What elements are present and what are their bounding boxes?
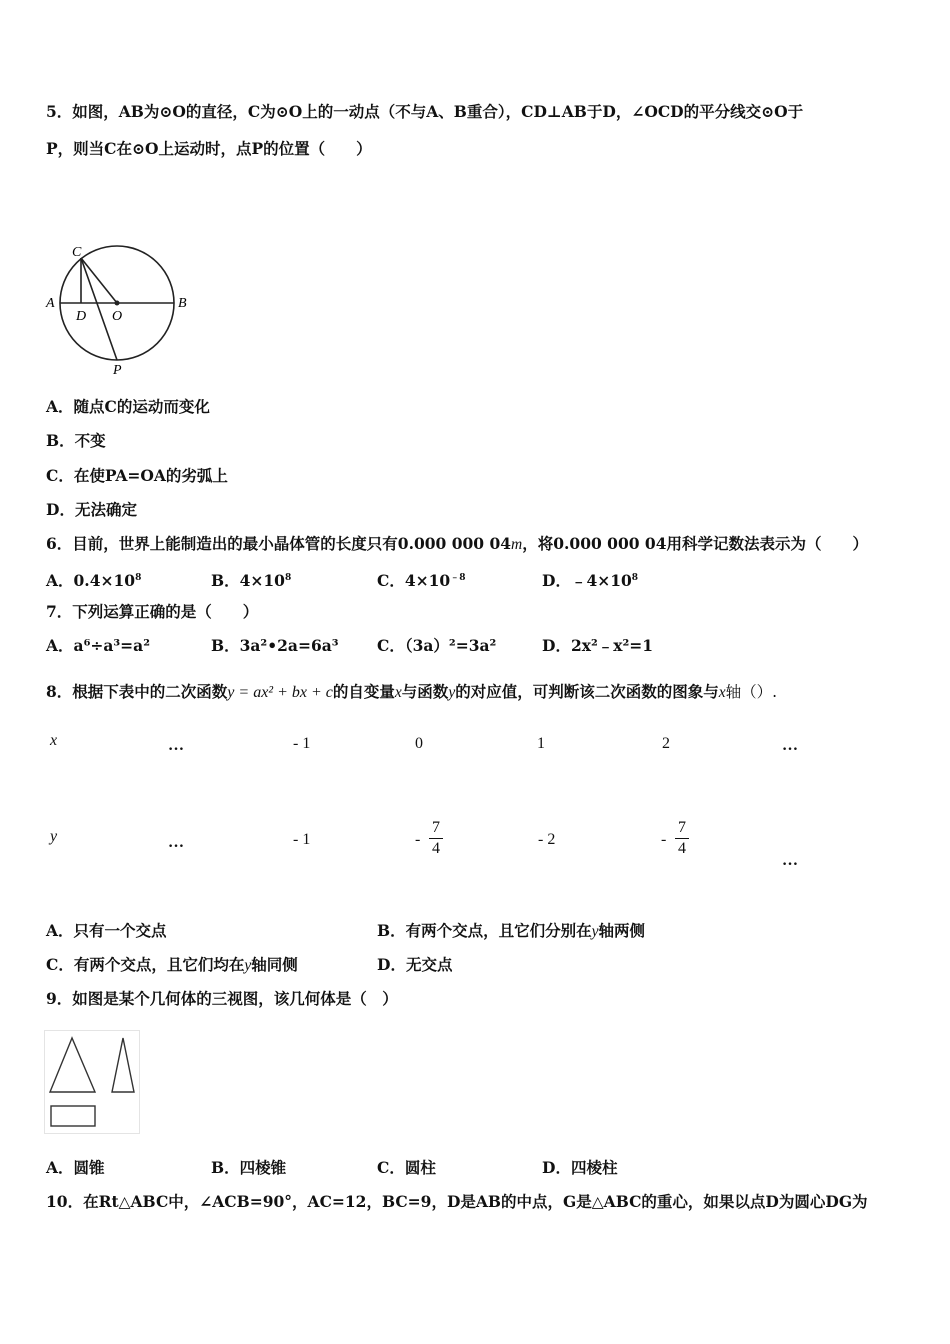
q9-option-c[interactable]: C．圆柱 xyxy=(377,1158,436,1177)
q8-option-a[interactable]: A．只有一个交点 xyxy=(46,921,167,940)
q5-circle-figure xyxy=(40,240,200,380)
label-C: C xyxy=(72,245,82,260)
q7-option-b[interactable]: B．3a²•2a=6a³ xyxy=(211,636,339,655)
q8-var-y: y xyxy=(448,684,456,701)
q5-option-b[interactable]: B．不变 xyxy=(46,431,106,450)
q6-stem-a: 6．目前，世界上能制造出的最小晶体管的长度只有0.000 000 04 xyxy=(46,534,512,553)
q8-option-c[interactable]: C．有两个交点，且它们均在y轴同侧 xyxy=(46,955,298,974)
q6-unit-m: m xyxy=(511,536,523,553)
table-y-label: y xyxy=(50,828,58,845)
table-x-cell: 1 xyxy=(537,735,545,752)
q10-stem: 10．在Rt△ABC中，∠ACB=90°，AC=12，BC=9，D是AB的中点，G是△ABC的重心，如果以点D为圆心DG为 xyxy=(46,1192,868,1211)
q5-stem-line1: 5．如图，AB为⊙O的直径，C为⊙O上的一动点（不与A、B重合），CD⊥AB于D，∠OCD的平分线交⊙O于 xyxy=(46,102,804,121)
table-x-cell: 2 xyxy=(662,735,670,752)
q8-stem xyxy=(46,682,777,703)
q6-stem-b: ，将0.000 000 04用科学记数法表示为（ ） xyxy=(522,534,869,553)
q8-stem-d: 的对应值，可判断该二次函数的图象与 xyxy=(455,682,719,701)
table-x-label: x xyxy=(50,732,58,749)
q9-three-views-figure xyxy=(44,1030,144,1136)
label-A: A xyxy=(46,296,55,311)
table-x-cell: … xyxy=(168,737,184,754)
q6-option-d[interactable]: D．$﹣4\times 10^8$ xyxy=(542,571,639,591)
table-y-fraction: 7 4 xyxy=(426,819,446,858)
q9-option-d[interactable]: D．四棱柱 xyxy=(542,1158,618,1177)
label-D: D xyxy=(76,309,87,324)
q6-option-b[interactable]: B．$4\times 10^8$ xyxy=(211,571,292,591)
table-x-cell: 0 xyxy=(415,735,423,752)
table-y-cell: … xyxy=(782,852,798,869)
table-y-fraction: 7 4 xyxy=(672,819,692,858)
table-y-minus: - xyxy=(661,831,667,848)
q8-stem-a: 8．根据下表中的二次函数 xyxy=(46,682,228,701)
q6-stem xyxy=(46,534,868,555)
q8-var-x: x xyxy=(394,684,402,701)
q9-option-b[interactable]: B．四棱锥 xyxy=(211,1158,287,1177)
table-x-cell: - 1 xyxy=(293,735,311,752)
table-y-cell: … xyxy=(168,834,184,851)
table-x-cell: … xyxy=(782,737,798,754)
table-y-cell: - 1 xyxy=(293,831,311,848)
q7-option-a[interactable]: A．a⁶÷a³=a² xyxy=(46,636,150,655)
table-y-minus: - xyxy=(415,831,421,848)
q8-option-d[interactable]: D．无交点 xyxy=(377,955,453,974)
q7-option-c[interactable]: C．（3a）²=3a² xyxy=(377,636,497,655)
q5-option-c[interactable]: C．在使PA=OA的劣弧上 xyxy=(46,466,228,485)
q8-option-b[interactable]: B．有两个交点，且它们分别在y轴两侧 xyxy=(377,921,646,940)
q5-stem-line2: P，则当C在⊙O上运动时，点P的位置（ ） xyxy=(46,139,372,158)
q8-formula: y = ax² + bx + c xyxy=(227,684,333,701)
label-P: P xyxy=(113,363,122,378)
q7-option-d[interactable]: D．2x²﹣x²=1 xyxy=(542,636,654,655)
label-O: O xyxy=(112,309,123,324)
q6-option-a[interactable]: A．$0.4\times 10^8$ xyxy=(46,571,142,591)
label-B: B xyxy=(178,296,187,311)
q5-option-d[interactable]: D．无法确定 xyxy=(46,500,137,519)
q9-option-a[interactable]: A．圆锥 xyxy=(46,1158,105,1177)
q9-stem: 9．如图是某个几何体的三视图，该几何体是（ ） xyxy=(46,989,398,1008)
q8-stem-e: 轴（）. xyxy=(725,683,778,701)
q7-stem: 7．下列运算正确的是（ ） xyxy=(46,602,259,621)
q6-option-c[interactable]: C．$4\times 10^{﹣8}$ xyxy=(377,571,466,591)
q8-stem-c: 与函数 xyxy=(401,682,449,701)
q8-var-x2: x xyxy=(718,684,726,701)
q8-stem-b: 的自变量 xyxy=(332,682,395,701)
q5-option-a[interactable]: A．随点C的运动而变化 xyxy=(46,397,210,416)
table-y-cell: - 2 xyxy=(538,831,556,848)
